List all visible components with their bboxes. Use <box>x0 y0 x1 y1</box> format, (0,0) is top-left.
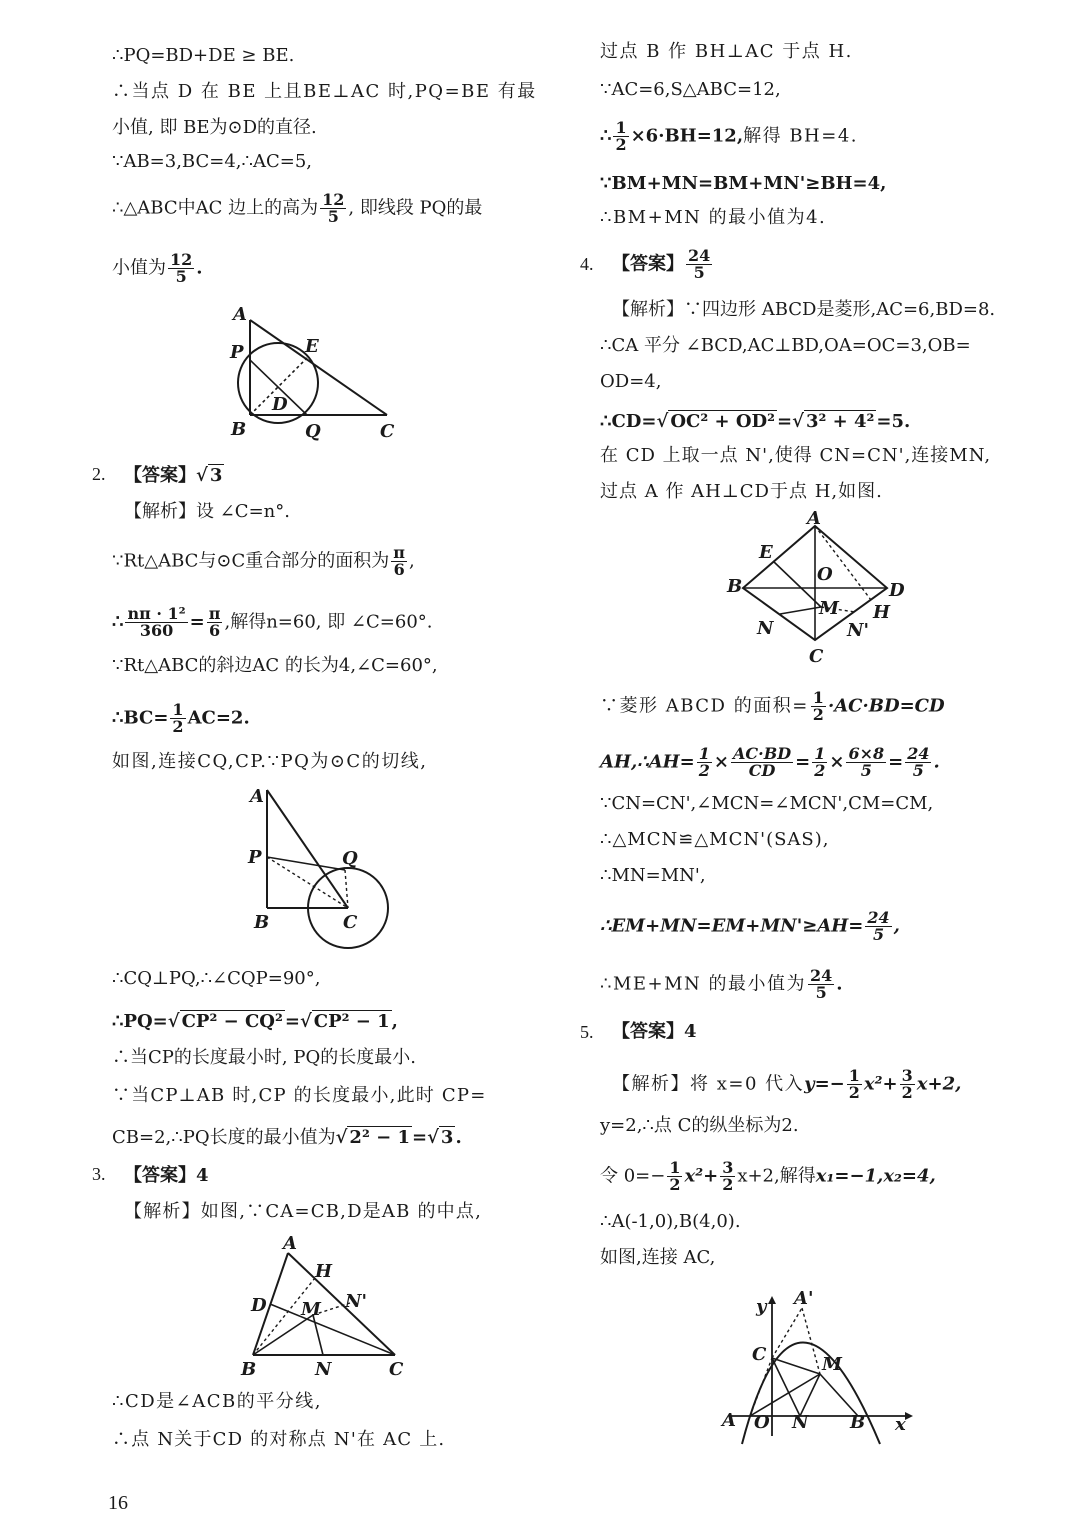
text-span: ∵菱形 ABCD 的面积= <box>600 695 809 717</box>
text-line: ∴点 N关于CD 的对称点 N'在 AC 上. <box>112 1429 446 1450</box>
text-line: ∴CD是∠ACB的平分线, <box>112 1391 322 1412</box>
fraction <box>613 120 628 153</box>
fraction-numerator: AC·BD <box>732 744 792 763</box>
text-span: 【解析】将 x=0 代入 <box>612 1073 805 1095</box>
question-number: 5. <box>580 1022 594 1042</box>
label-n: N <box>757 618 774 639</box>
label-a: A <box>722 1410 736 1431</box>
coordinate-figure-5 <box>720 1286 920 1446</box>
text-span: 解得 BH=4. <box>743 125 858 147</box>
geometry-figure-1 <box>225 300 405 445</box>
text-span: AC=2. <box>187 707 250 729</box>
fraction <box>812 746 827 779</box>
fraction-denominator: 2 <box>848 1083 860 1102</box>
text-span: x²+ <box>863 1073 898 1095</box>
answer-line: 【答案】4 <box>612 1021 697 1042</box>
fraction <box>808 968 834 1001</box>
radicand: OC² + OD² <box>670 411 776 432</box>
fraction-numerator: 12 <box>170 250 193 269</box>
fraction-denominator: 2 <box>615 135 627 154</box>
text-line: ∴当点 D 在 BE 上且BE⊥AC 时,PQ=BE 有最 <box>112 81 537 102</box>
fraction <box>170 702 185 735</box>
fraction-numerator: 24 <box>810 966 833 985</box>
figure-svg <box>235 1235 410 1380</box>
text-span: = <box>411 1127 428 1148</box>
geometry-figure-2 <box>240 780 400 950</box>
fraction <box>811 690 826 723</box>
label-a: A <box>807 508 821 529</box>
text-span: × <box>829 751 845 773</box>
text-line <box>600 1160 936 1193</box>
text-line: ∴MN=MN', <box>600 865 706 886</box>
text-line: 【解析】设 ∠C=n°. <box>124 501 290 522</box>
segment-em <box>773 561 821 607</box>
text-span: × <box>713 751 729 773</box>
fraction-numerator: 1 <box>812 688 824 707</box>
text-span: CB=2,∴PQ长度的最小值为 <box>112 1127 336 1148</box>
label-m: M <box>301 1299 321 1320</box>
text-line <box>112 1010 398 1034</box>
text-line: 过点 B 作 BH⊥AC 于点 H. <box>600 41 853 62</box>
fraction-numerator: 3 <box>901 1066 913 1085</box>
label-c: C <box>752 1344 767 1365</box>
fraction-denominator: 5 <box>693 263 705 282</box>
text-span: x+2, <box>916 1073 962 1095</box>
text-span: AH,∴AH= <box>600 751 695 773</box>
fraction-numerator: 6×8 <box>848 744 885 763</box>
fraction <box>207 606 223 639</box>
text-line <box>112 606 433 639</box>
fraction-numerator: π <box>208 604 221 623</box>
text-span: ∴PQ= <box>112 1011 168 1032</box>
label-a: A <box>233 304 247 325</box>
text-span: , <box>409 550 415 572</box>
label-o: O <box>754 1412 770 1433</box>
question-number: 3. <box>92 1164 106 1184</box>
fraction-numerator: π <box>393 543 405 562</box>
segment-mn <box>313 1315 323 1355</box>
text-span: = <box>888 751 904 773</box>
text-line <box>600 120 858 153</box>
text-span: ∴EM+MN=EM+MN'≥AH= <box>600 915 864 937</box>
text-span: y=− <box>804 1073 845 1095</box>
segment-pq <box>267 857 345 870</box>
label-e: E <box>759 542 773 563</box>
label-a: A <box>283 1233 297 1254</box>
text-line: ∵Rt△ABC的斜边AC 的长为4,∠C=60°, <box>112 655 438 676</box>
radicand: CP² − 1 <box>313 1011 390 1032</box>
fraction-denominator: 2 <box>722 1175 734 1194</box>
text-span: = <box>795 751 811 773</box>
text-line: OD=4, <box>600 371 662 392</box>
fraction-numerator: 1 <box>615 118 627 137</box>
fraction <box>846 746 886 779</box>
sqrt-expression: √ 3 <box>196 465 223 486</box>
figure-svg <box>725 508 915 672</box>
text-span: x₁=−1,x₂=4, <box>815 1165 936 1187</box>
text-line <box>112 702 250 735</box>
fraction <box>847 1068 862 1101</box>
label-d: D <box>251 1295 267 1316</box>
segment-ah <box>815 526 871 600</box>
fraction-numerator: 1 <box>698 744 710 763</box>
figure-svg <box>720 1286 920 1446</box>
text-line: 在 CD 上取一点 N',使得 CN=CN',连接MN, <box>600 445 992 466</box>
fraction-denominator: 2 <box>669 1175 681 1194</box>
figure-svg <box>225 300 405 445</box>
fraction-denominator: 6 <box>209 621 221 640</box>
label-a: A <box>250 786 264 807</box>
text-line <box>112 252 203 285</box>
answer-label: 【答案】 <box>612 253 684 275</box>
sqrt-expression: √ 3 <box>427 1127 454 1148</box>
label-n-prime: N' <box>345 1291 367 1312</box>
fraction-denominator: 2 <box>172 717 184 736</box>
fraction-denominator: 5 <box>327 207 339 226</box>
fraction-denominator: 360 <box>139 621 174 640</box>
fraction <box>667 1160 682 1193</box>
text-span: , <box>893 915 900 937</box>
fraction <box>125 606 187 639</box>
text-span: = <box>284 1011 300 1032</box>
text-span: . <box>933 751 940 773</box>
figure-svg <box>240 780 400 950</box>
text-span: ×6·BH=12, <box>630 125 744 147</box>
segment-bm <box>253 1315 313 1355</box>
text-span: . <box>836 973 843 995</box>
fraction <box>697 746 712 779</box>
fraction-numerator: 3 <box>722 1158 734 1177</box>
text-span: , 即线段 PQ的最 <box>348 197 483 219</box>
text-line <box>112 545 415 578</box>
text-line: 如图,连接CQ,CP.∵PQ为⊙C的切线, <box>112 751 428 772</box>
sqrt-expression: √ 2² − 1 <box>335 1127 410 1148</box>
label-q: Q <box>342 848 358 869</box>
text-line: y=2,∴点 C的纵坐标为2. <box>600 1115 799 1136</box>
label-p: P <box>230 342 244 363</box>
text-line: ∵AC=6,S△ABC=12, <box>600 79 781 100</box>
label-h: H <box>873 602 891 623</box>
text-line: ∴△MCN≌△MCN'(SAS), <box>600 829 830 850</box>
page-number: 16 <box>108 1492 128 1514</box>
label-c: C <box>809 646 824 667</box>
label-o: O <box>817 564 833 585</box>
label-d: D <box>889 580 905 601</box>
label-c: C <box>389 1359 404 1380</box>
fraction <box>900 1068 915 1101</box>
geometry-figure-3 <box>235 1235 410 1380</box>
sqrt-expression: √ CP² − 1 <box>299 1011 390 1032</box>
text-line <box>112 192 482 225</box>
answer-line <box>124 464 224 488</box>
text-span: ∵Rt△ABC与⊙C重合部分的面积为 <box>112 550 390 572</box>
label-n-prime: N' <box>847 620 869 641</box>
sqrt-expression: √ CP² − CQ² <box>167 1011 283 1032</box>
text-line: ∵AB=3,BC=4,∴AC=5, <box>112 151 313 172</box>
label-n: N <box>792 1412 809 1433</box>
fraction <box>731 746 793 779</box>
text-line: ∵BM+MN=BM+MN'≥BH=4, <box>600 173 887 194</box>
fraction-numerator: 1 <box>848 1066 860 1085</box>
text-span: =5. <box>876 411 911 432</box>
text-line <box>600 410 910 434</box>
text-span: ∴BC= <box>112 707 169 729</box>
fraction <box>865 910 891 943</box>
answer-label: 【答案】 <box>124 465 196 486</box>
segment-ca-prime <box>772 1308 802 1358</box>
label-p: P <box>248 847 262 868</box>
text-line <box>612 1068 961 1101</box>
label-c: C <box>380 421 395 442</box>
radicand: 3 <box>209 465 223 486</box>
fraction-denominator: 5 <box>912 761 924 780</box>
text-line <box>600 910 900 943</box>
text-span: ·AC·BD=CD <box>827 695 945 717</box>
x-axis-arrow <box>905 1412 913 1420</box>
fraction-numerator: 1 <box>814 744 826 763</box>
text-span: = <box>777 411 793 432</box>
sqrt-expression: √ 3² + 4² <box>792 411 875 432</box>
text-span: ∴ <box>600 125 612 147</box>
label-x: x <box>895 1414 906 1435</box>
label-b: B <box>241 1359 257 1380</box>
segment-a-prime-m <box>802 1308 820 1374</box>
text-span: . <box>196 257 203 279</box>
fraction-denominator: 2 <box>901 1083 913 1102</box>
text-line: 小值, 即 BE为⊙D的直径. <box>112 117 317 138</box>
radicand: 2² − 1 <box>349 1127 410 1148</box>
text-line <box>600 746 940 779</box>
fraction-denominator: 2 <box>698 761 710 780</box>
label-e: E <box>305 336 319 357</box>
text-line <box>600 690 945 723</box>
fraction-numerator: 24 <box>907 744 930 763</box>
label-y: y <box>756 1296 767 1317</box>
text-span: ∴ <box>112 611 124 633</box>
geometry-figure-4 <box>725 508 915 672</box>
label-b: B <box>850 1412 866 1433</box>
label-m: M <box>822 1354 842 1375</box>
text-span: = <box>189 611 205 633</box>
label-q: Q <box>305 421 321 442</box>
fraction <box>720 1160 735 1193</box>
question-number: 4. <box>580 254 594 274</box>
text-span: ∴CD= <box>600 411 657 432</box>
text-line <box>600 968 843 1001</box>
radicand: 3² + 4² <box>805 411 875 432</box>
question-number: 2. <box>92 464 106 484</box>
fraction-numerator: 24 <box>867 908 890 927</box>
fraction <box>168 252 194 285</box>
text-span: , <box>391 1011 398 1032</box>
fraction-numerator: 1 <box>172 700 184 719</box>
label-c: C <box>343 912 358 933</box>
text-line: 如图,连接 AC, <box>600 1247 716 1268</box>
fraction-denominator: 6 <box>393 560 405 579</box>
fraction-denominator: 5 <box>815 983 827 1002</box>
text-span: x²+ <box>684 1165 719 1187</box>
label-b: B <box>254 912 270 933</box>
text-line: ∴A(-1,0),B(4,0). <box>600 1211 741 1232</box>
label-h: H <box>315 1261 333 1282</box>
sqrt-expression: √ OC² + OD² <box>656 411 776 432</box>
text-line: ∴CA 平分 ∠BCD,AC⊥BD,OA=OC=3,OB= <box>600 335 971 356</box>
fraction-denominator: 2 <box>812 705 824 724</box>
text-line: 【解析】∵四边形 ABCD是菱形,AC=6,BD=8. <box>612 299 996 320</box>
fraction-denominator: 5 <box>175 267 187 286</box>
text-span: ∴△ABC中AC 边上的高为 <box>112 197 319 219</box>
text-line <box>112 1126 462 1150</box>
answer-line: 【答案】4 <box>124 1165 209 1186</box>
text-line: ∵CN=CN',∠MCN=∠MCN',CM=CM, <box>600 793 934 814</box>
fraction-denominator: CD <box>748 761 776 780</box>
fraction-numerator: 24 <box>688 246 711 265</box>
label-b: B <box>231 419 247 440</box>
radicand: CP² − CQ² <box>181 1011 283 1032</box>
fraction-denominator: 5 <box>872 925 885 944</box>
text-span: 令 0=− <box>600 1165 666 1187</box>
fraction-numerator: 12 <box>322 190 345 209</box>
text-line: 【解析】如图,∵CA=CB,D是AB 的中点, <box>124 1201 482 1222</box>
label-d: D <box>272 394 288 415</box>
text-line: ∵当CP⊥AB 时,CP 的长度最小,此时 CP= <box>112 1085 487 1106</box>
text-span: ,解得n=60, 即 ∠C=60°. <box>224 611 433 633</box>
segment-ac <box>250 320 387 415</box>
text-line: ∴当CP的长度最小时, PQ的长度最小. <box>112 1047 416 1068</box>
fraction <box>905 746 931 779</box>
label-n: N <box>315 1359 332 1380</box>
segment-cq <box>345 870 348 908</box>
text-span: ∴ME+MN 的最小值为 <box>600 973 807 995</box>
answer-line <box>612 248 714 281</box>
text-span: 小值为 <box>112 257 166 279</box>
text-line: ∴CQ⊥PQ,∴∠CQP=90°, <box>112 968 321 989</box>
fraction-denominator: 2 <box>814 761 826 780</box>
fraction-numerator: nπ · 1² <box>127 604 186 623</box>
segment-ac <box>267 790 348 908</box>
fraction <box>686 248 712 281</box>
label-m: M <box>819 598 839 619</box>
text-span: . <box>455 1127 462 1148</box>
fraction-numerator: 1 <box>669 1158 681 1177</box>
fraction <box>391 545 407 578</box>
text-line: ∴PQ=BD+DE ≥ BE. <box>112 45 295 66</box>
fraction-denominator: 5 <box>860 761 872 780</box>
fraction <box>320 192 346 225</box>
label-a-prime: A' <box>794 1288 814 1309</box>
segment-cp <box>267 857 348 908</box>
text-span: x+2,解得 <box>737 1165 816 1187</box>
radicand: 3 <box>440 1127 454 1148</box>
label-b: B <box>727 576 743 597</box>
text-line: ∴BM+MN 的最小值为4. <box>600 207 827 228</box>
text-line: 过点 A 作 AH⊥CD于点 H,如图. <box>600 481 883 502</box>
y-axis-arrow <box>768 1296 776 1304</box>
segment-mb <box>820 1374 858 1416</box>
